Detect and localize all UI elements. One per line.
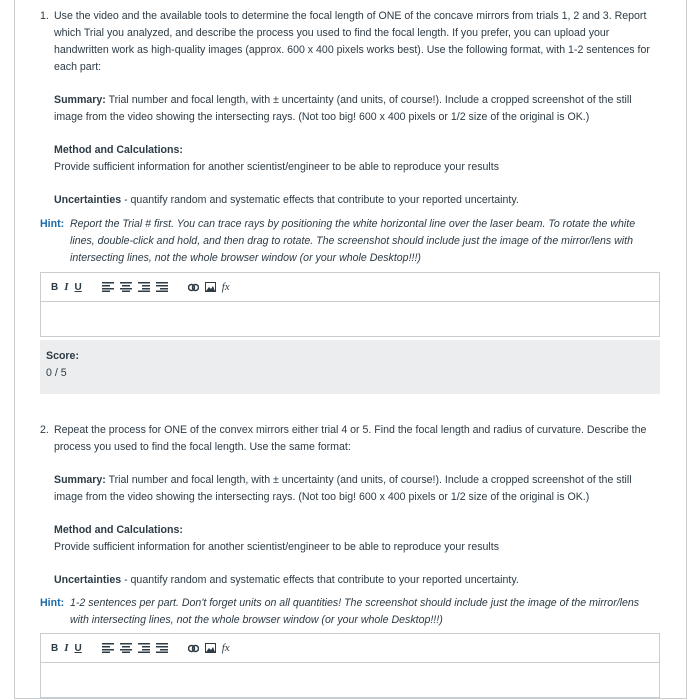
score-value: 0 / 5 — [46, 367, 67, 379]
outdent-icon[interactable] — [156, 279, 168, 295]
indent-icon[interactable] — [138, 279, 150, 295]
align-left-icon[interactable] — [102, 640, 114, 656]
summary-paragraph: Summary: Trial number and focal length, with ± uncertainty (and units, of course!). Include a cropped screenshot of the still image from the video showing the intersecting rays. (Not too big! 600 x 400 pixels or 1/2 size of the original is OK.) — [54, 94, 632, 123]
method-heading: Method and Calculations: — [54, 524, 183, 536]
answer-editor-2 — [40, 633, 660, 698]
indent-icon[interactable] — [138, 640, 150, 656]
score-label: Score: — [46, 350, 79, 362]
score-box — [40, 340, 660, 394]
question-intro: Use the video and the available tools to determine the focal length of ONE of the concave mirrors from trials 1, 2 and 3. Report which Trial you analyzed, and describe the process you used to find the focal length. If you prefer, you can upload your handwritten work as high-quality images (approx. 600 x 400 pixels works best). Use the following format, with 1-2 sentences for each part: — [54, 10, 650, 73]
outdent-icon[interactable] — [156, 640, 168, 656]
uncertainties-paragraph: Uncertainties - quantify random and systematic effects that contribute to your reported uncertainty. — [54, 194, 519, 206]
align-left-icon[interactable] — [102, 279, 114, 295]
summary-paragraph: Summary: Trial number and focal length, with ± uncertainty (and units, of course!). Include a cropped screenshot of the still image from the video showing the intersecting rays. (Not too big! 600 x 400 pixels or 1/2 size of the original is OK.) — [54, 474, 632, 503]
answer-text-area[interactable] — [41, 302, 659, 336]
method-text: Provide sufficient information for another scientist/engineer to be able to reproduce your results — [54, 541, 499, 553]
hint-2 — [40, 595, 655, 629]
bold-button[interactable]: B — [51, 642, 59, 654]
method-heading: Method and Calculations: — [54, 144, 183, 156]
underline-button[interactable]: U — [74, 642, 82, 654]
editor-toolbar — [41, 634, 659, 663]
link-icon[interactable] — [188, 640, 199, 656]
question-intro: Repeat the process for ONE of the convex mirrors either trial 4 or 5. Find the focal length and radius of curvature. Describe the process you used to find the focal length. Use the same format: — [54, 424, 647, 453]
image-icon[interactable] — [205, 279, 216, 295]
hint-label: Hint: — [40, 218, 65, 230]
answer-text-area[interactable] — [41, 663, 659, 697]
method-text: Provide sufficient information for another scientist/engineer to be able to reproduce your results — [54, 161, 499, 173]
question-number: 1. — [40, 10, 49, 22]
question-number: 2. — [40, 424, 49, 436]
uncertainties-paragraph: Uncertainties - quantify random and systematic effects that contribute to your reported uncertainty. — [54, 574, 519, 586]
link-icon[interactable] — [188, 279, 199, 295]
equation-button[interactable]: fx — [221, 641, 230, 654]
hint-text: Report the Trial # first. You can trace rays by positioning the white horizontal line over the laser beam. To rotate the white lines, double-click and hold, and then drag to rotate. The screenshot should include just the image of the mirror/lens with intersecting lines, not the whole browser window (or your whole Desktop!!!) — [70, 218, 636, 264]
italic-button[interactable]: I — [64, 280, 69, 293]
question-1 — [40, 8, 655, 209]
answer-editor-1 — [40, 272, 660, 337]
bold-button[interactable]: B — [51, 281, 59, 293]
question-2 — [40, 422, 655, 589]
equation-button[interactable]: fx — [221, 280, 230, 293]
underline-button[interactable]: U — [74, 281, 82, 293]
align-center-icon[interactable] — [120, 640, 132, 656]
editor-toolbar — [41, 273, 659, 302]
hint-text: 1-2 sentences per part. Don't forget units on all quantities! The screenshot should include just the image of the mirror/lens with intersecting lines, not the whole browser window (or your whole Desktop!!!) — [70, 597, 640, 626]
hint-label: Hint: — [40, 597, 65, 609]
image-icon[interactable] — [205, 640, 216, 656]
italic-button[interactable]: I — [64, 641, 69, 654]
hint-1 — [40, 216, 655, 267]
align-center-icon[interactable] — [120, 279, 132, 295]
